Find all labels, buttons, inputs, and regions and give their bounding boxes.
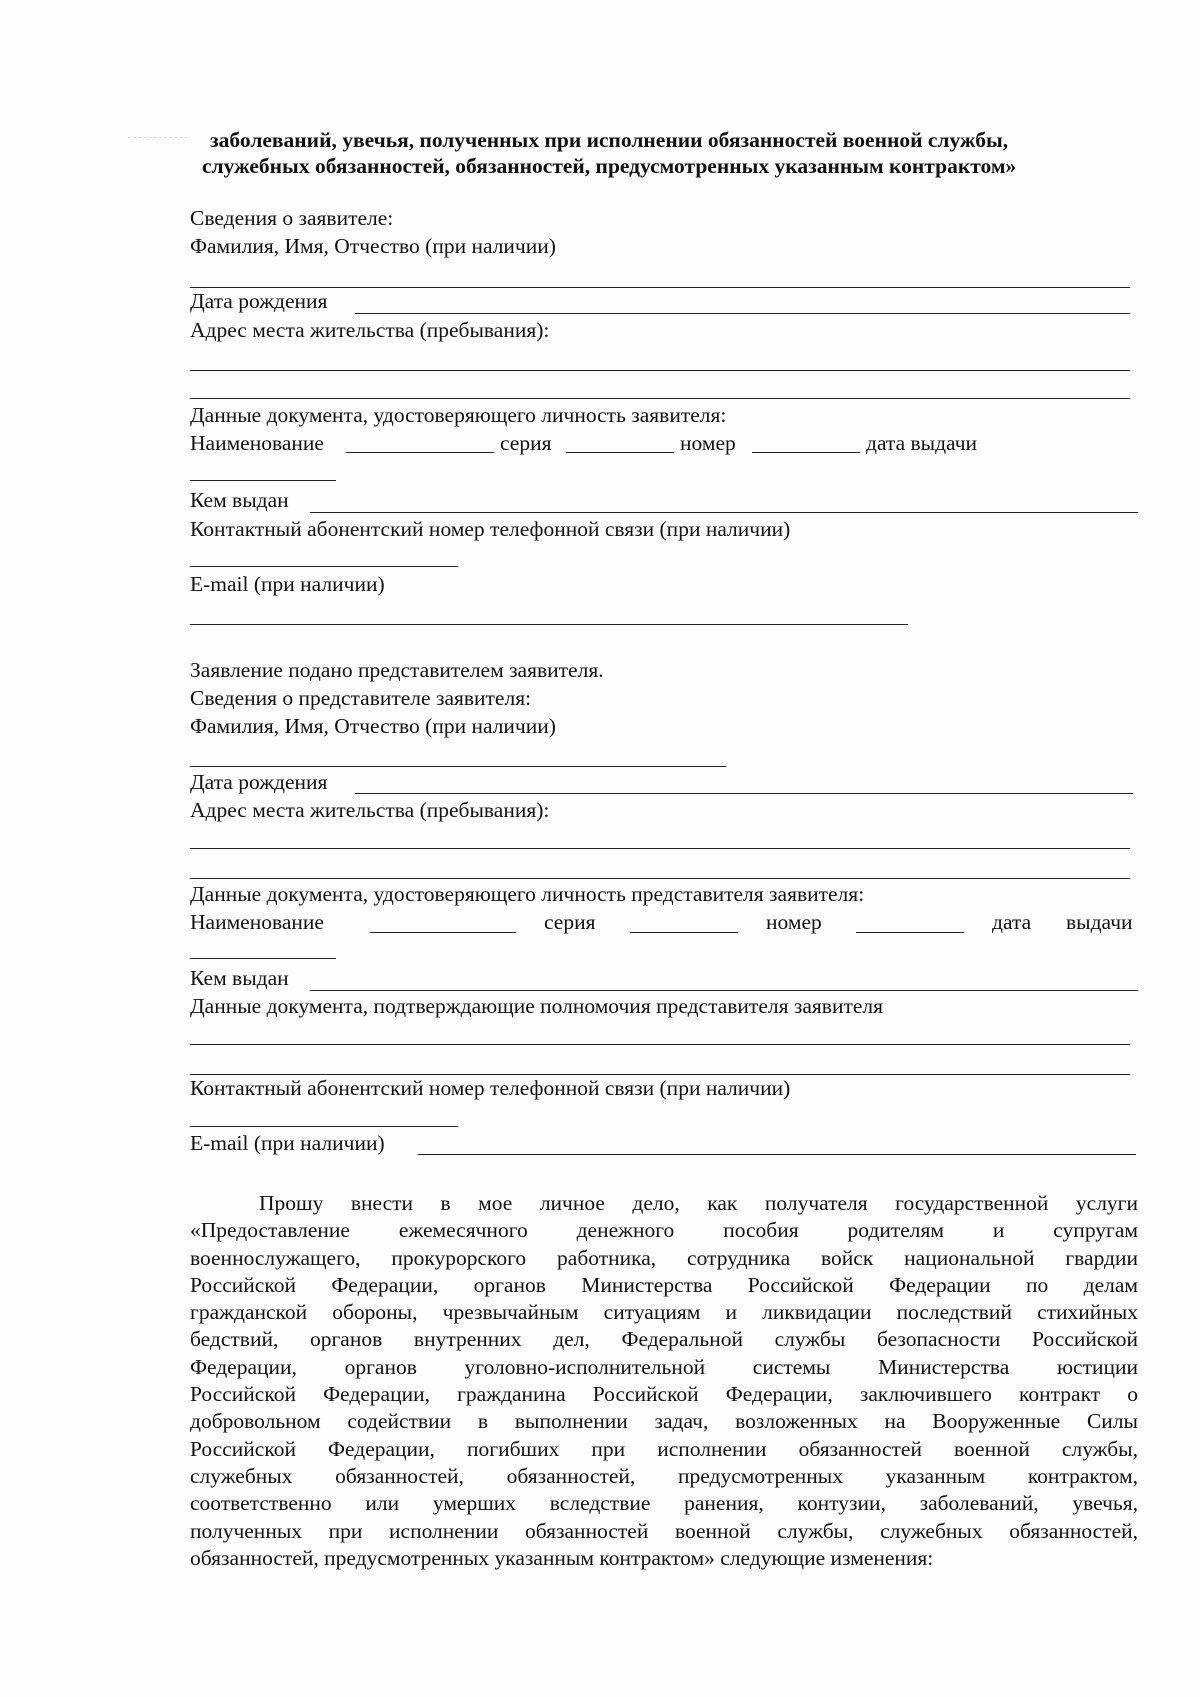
applicant-doc-name-field[interactable]	[346, 452, 494, 453]
applicant-phone-field[interactable]	[190, 566, 458, 567]
representative-doc-number-label: номер	[766, 910, 822, 934]
applicant-doc-name-label: Наименование	[190, 431, 324, 455]
request-line: «Предоставление ежемесячного денежного пособия родителям и супругам	[190, 1218, 1138, 1243]
request-line: обязанностей, предусмотренных указанным контрактом» следующие изменения:	[190, 1545, 934, 1570]
request-line: бедствий, органов внутренних дел, Федеральной службы безопасности Российской	[190, 1327, 1138, 1352]
scan-artifact	[128, 137, 188, 138]
representative-address-label: Адрес места жительства (пребывания):	[190, 798, 550, 822]
applicant-doc-number-field[interactable]	[752, 452, 860, 453]
representative-address-field-1[interactable]	[190, 848, 1130, 849]
applicant-issued-by-label: Кем выдан	[190, 488, 289, 512]
request-line: Российской Федерации, погибших при исполнении обязанностей военной службы,	[190, 1436, 1138, 1461]
request-line: Федерации, органов уголовно-исполнительной системы Министерства юстиции	[190, 1354, 1138, 1379]
representative-doc-issue-label: выдачи	[1066, 910, 1133, 934]
applicant-address-label: Адрес места жительства (пребывания):	[190, 318, 550, 342]
applicant-birth-field[interactable]	[355, 313, 1130, 314]
request-line: военнослужащего, прокурорского работника, сотрудника войск национальной гвардии	[190, 1245, 1138, 1270]
applicant-doc-series-label: серия	[500, 431, 552, 455]
request-line: гражданской обороны, чрезвычайным ситуациям и ликвидации последствий стихийных	[190, 1300, 1138, 1325]
request-line: Российской Федерации, гражданина Российской Федерации, заключившего контракт о	[190, 1382, 1138, 1407]
representative-doc-date-label: дата	[992, 910, 1032, 934]
heading-line-2: служебных обязанностей, обязанностей, предусмотренных указанным контрактом»	[202, 154, 1017, 178]
representative-doc-series-field[interactable]	[630, 932, 738, 933]
applicant-doc-title: Данные документа, удостоверяющего личность заявителя:	[190, 403, 727, 427]
representative-phone-label: Контактный абонентский номер телефонной связи (при наличии)	[190, 1076, 791, 1100]
applicant-email-label: E-mail (при наличии)	[190, 572, 385, 596]
representative-email-field[interactable]	[418, 1154, 1136, 1155]
applicant-issued-by-field[interactable]	[310, 512, 1138, 513]
request-line: добровольном содействии в выполнении задач, возложенных на Вооруженные Силы	[190, 1409, 1138, 1434]
representative-doc-date-field[interactable]	[190, 958, 336, 959]
request-line: служебных обязанностей, обязанностей, предусмотренных указанным контрактом,	[190, 1463, 1138, 1488]
representative-birth-field[interactable]	[355, 793, 1133, 794]
request-line: полученных при исполнении обязанностей военной службы, служебных обязанностей,	[190, 1518, 1138, 1543]
representative-phone-field[interactable]	[190, 1126, 458, 1127]
request-line: Российской Федерации, органов Министерства Российской Федерации по делам	[190, 1272, 1138, 1297]
request-line: соответственно или умерших вследствие ранения, контузии, заболеваний, увечья,	[190, 1491, 1138, 1516]
representative-submitted-note: Заявление подано представителем заявителя.	[190, 658, 604, 682]
applicant-fio-label: Фамилия, Имя, Отчество (при наличии)	[190, 234, 556, 258]
representative-fio-field[interactable]	[190, 766, 726, 767]
applicant-email-field[interactable]	[190, 624, 908, 625]
representative-doc-name-label: Наименование	[190, 910, 324, 934]
representative-fio-label: Фамилия, Имя, Отчество (при наличии)	[190, 714, 556, 738]
heading-line-1: заболеваний, увечья, полученных при исполнении обязанностей военной службы,	[210, 128, 1009, 152]
applicant-doc-date-field[interactable]	[190, 480, 336, 481]
applicant-doc-number-label: номер	[680, 431, 736, 455]
representative-authority-field-1[interactable]	[190, 1044, 1130, 1045]
representative-doc-number-field[interactable]	[856, 932, 964, 933]
representative-issued-by-label: Кем выдан	[190, 966, 289, 990]
representative-issued-by-field[interactable]	[310, 990, 1138, 991]
applicant-section-title: Сведения о заявителе:	[190, 206, 394, 230]
representative-address-field-2[interactable]	[190, 878, 1130, 879]
applicant-fio-field[interactable]	[190, 287, 1130, 288]
applicant-doc-series-field[interactable]	[566, 452, 674, 453]
request-line: Прошу внести в мое личное дело, как получателя государственной услуги	[259, 1191, 1138, 1215]
representative-authority-field-2[interactable]	[190, 1074, 1130, 1075]
representative-section-title: Сведения о представителе заявителя:	[190, 686, 532, 710]
representative-email-label: E-mail (при наличии)	[190, 1131, 385, 1155]
representative-doc-title: Данные документа, удостоверяющего личность представителя заявителя:	[190, 882, 865, 906]
applicant-phone-label: Контактный абонентский номер телефонной связи (при наличии)	[190, 517, 791, 541]
representative-authority-label: Данные документа, подтверждающие полномочия представителя заявителя	[190, 994, 884, 1018]
applicant-doc-date-label: дата выдачи	[866, 431, 978, 455]
applicant-birth-label: Дата рождения	[190, 289, 328, 313]
representative-doc-series-label: серия	[544, 910, 596, 934]
applicant-address-field-1[interactable]	[190, 370, 1130, 371]
representative-birth-label: Дата рождения	[190, 770, 328, 794]
applicant-address-field-2[interactable]	[190, 398, 1130, 399]
request-paragraph	[190, 1190, 1138, 1572]
representative-doc-name-field[interactable]	[370, 932, 516, 933]
